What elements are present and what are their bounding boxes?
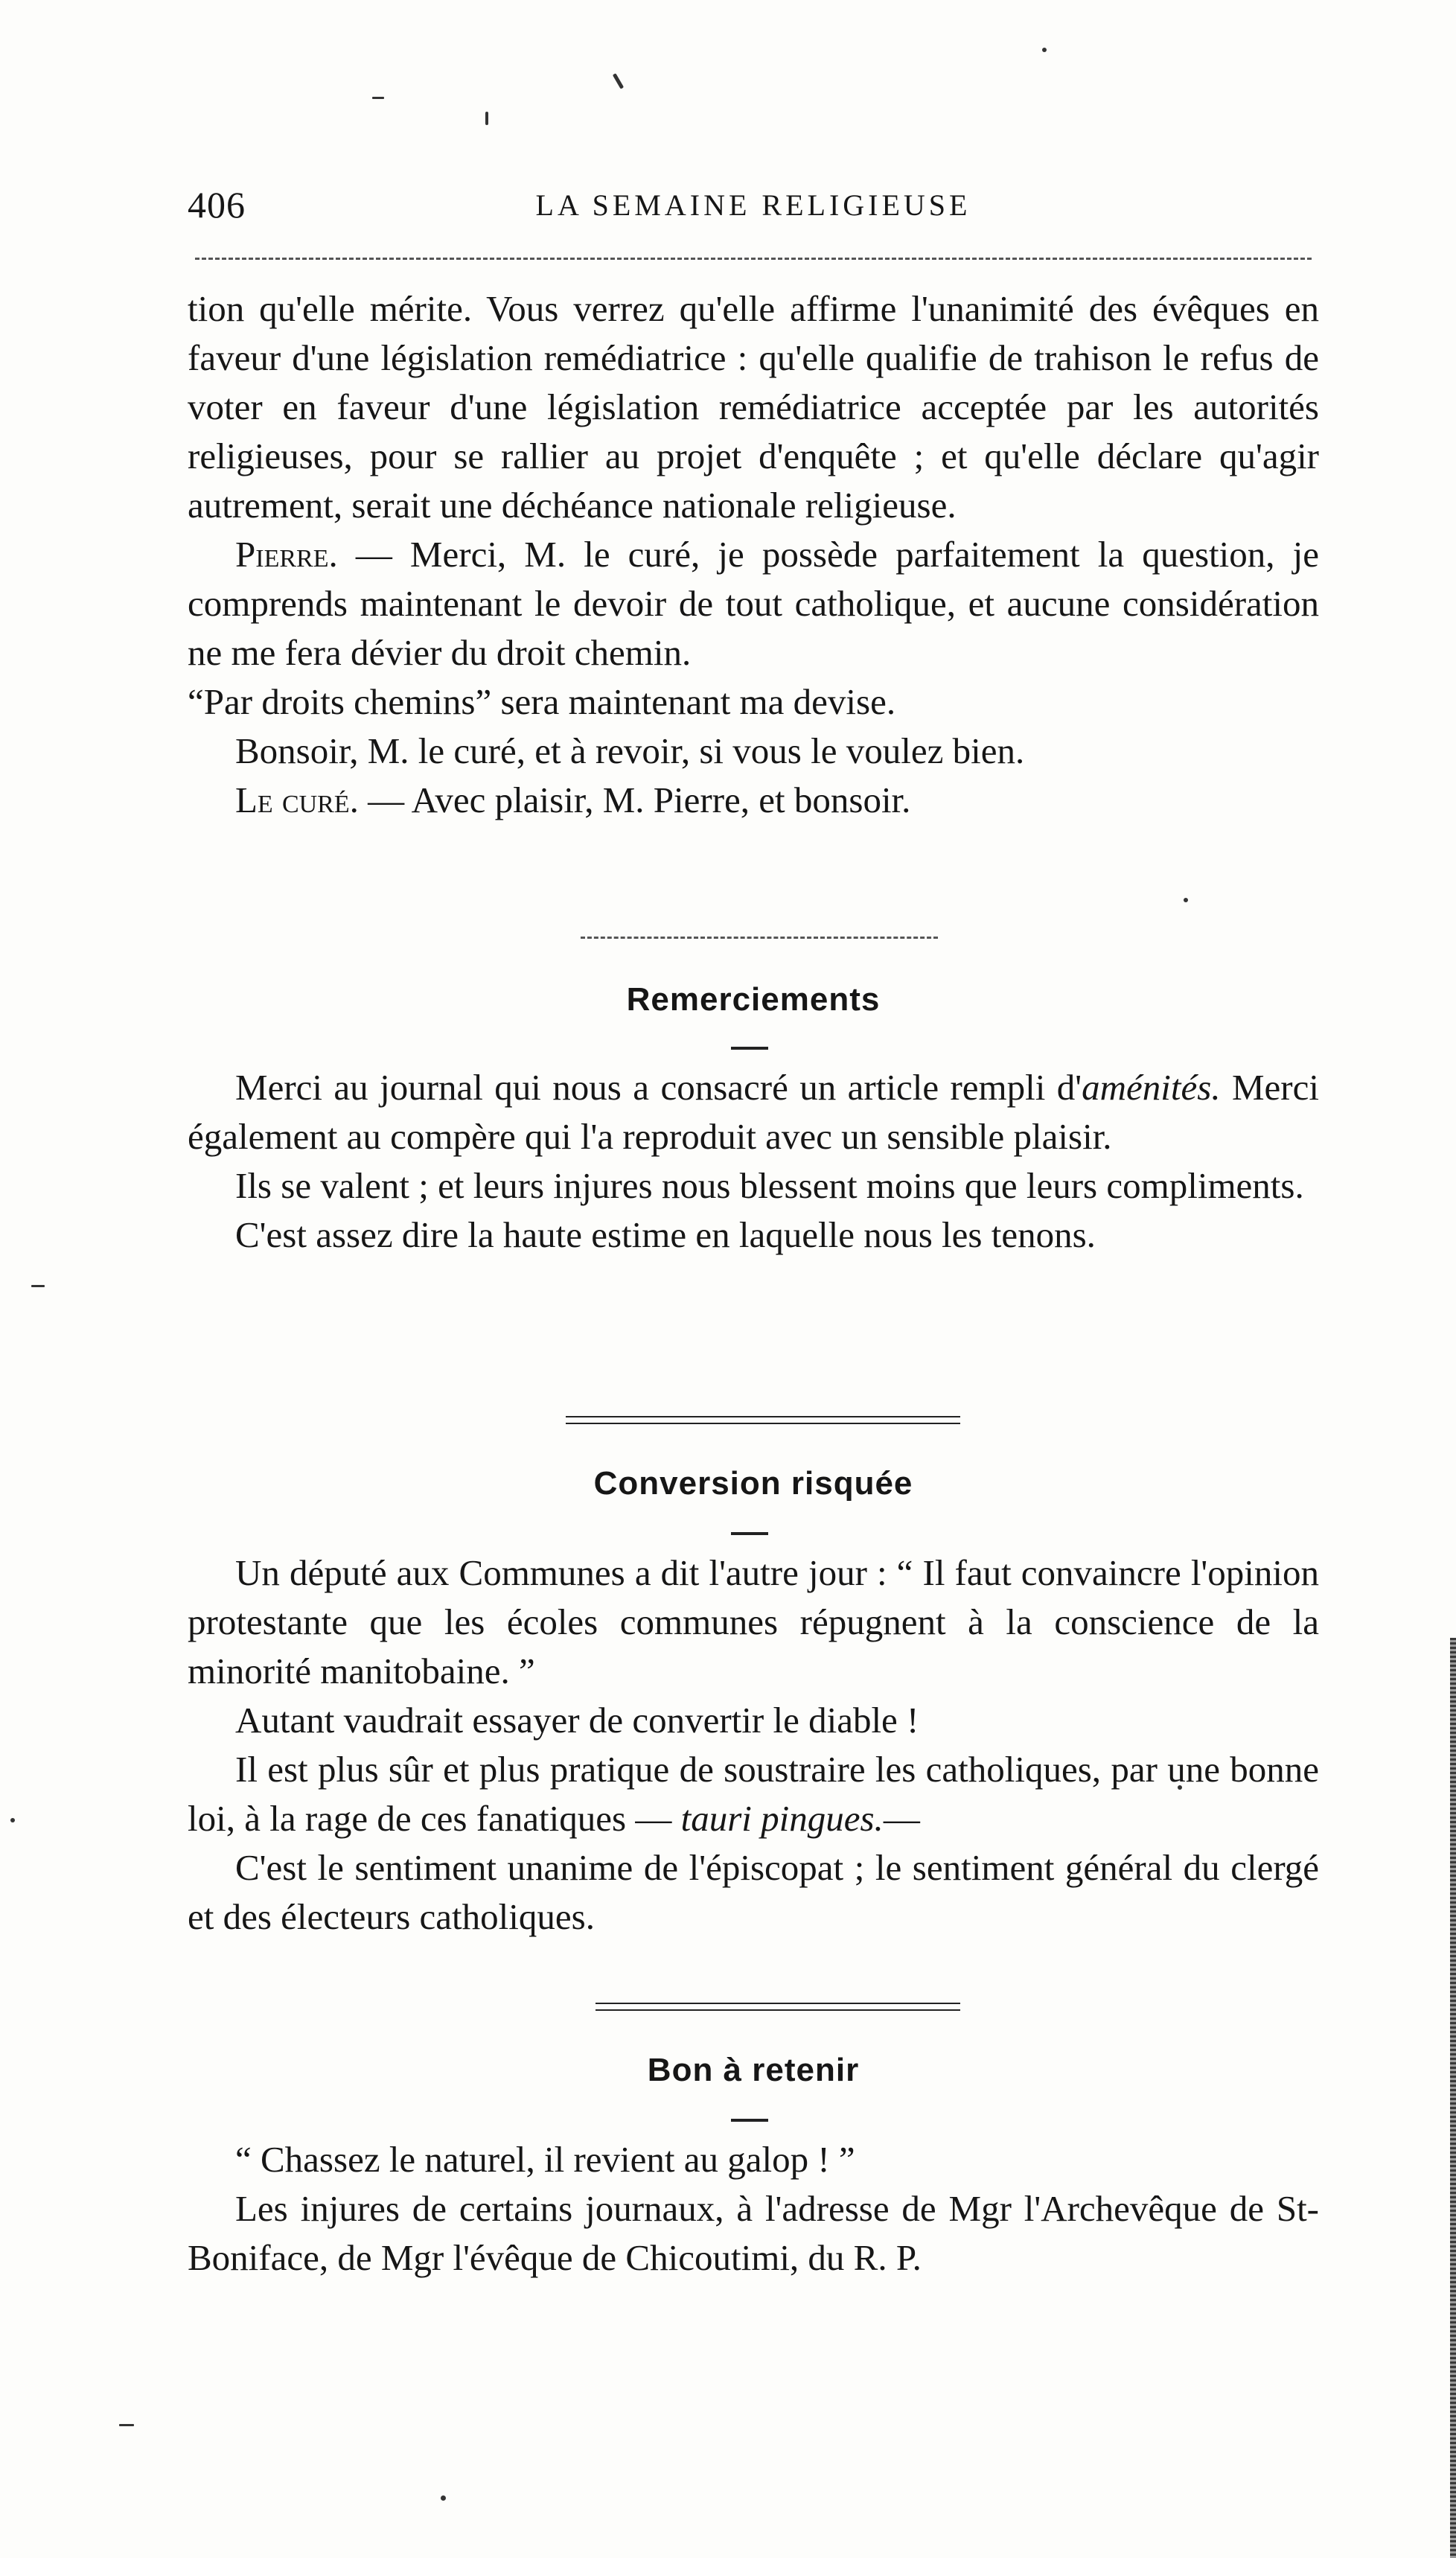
section-separator <box>596 2003 960 2011</box>
speaker-name: Le curé. <box>235 779 359 820</box>
header-rule <box>195 258 1312 260</box>
running-title: LA SEMAINE RELIGIEUSE <box>535 188 971 222</box>
title-dash <box>731 2119 768 2122</box>
paragraph-text: — Avec plaisir, M. Pierre, et bonsoir. <box>358 779 911 820</box>
scan-speck <box>613 73 624 89</box>
paragraph: “Par droits chemins” sera maintenant ma devise. <box>188 681 896 722</box>
paragraph-text: Merci également au compère qui l'a reproduit avec un sensible plaisir. <box>188 1067 1319 1157</box>
paragraph: Les injures de certains journaux, à l'adresse de Mgr l'Archevêque de St-Boniface, de Mgr l'évêque de Chicoutimi, du R. P. <box>188 2188 1319 2278</box>
scan-speck <box>485 112 488 125</box>
title-dash <box>731 1047 768 1050</box>
speaker-name: Pierre. <box>235 534 338 575</box>
scan-speck <box>372 97 384 99</box>
paragraph: Autant vaudrait essayer de convertir le diable ! <box>235 1700 919 1741</box>
scan-speck <box>1042 48 1047 52</box>
paragraph-text: Merci au journal qui nous a consacré un article rempli d' <box>235 1067 1082 1108</box>
paragraph: Ils se valent ; et leurs injures nous blessent moins que leurs compliments. <box>235 1165 1304 1206</box>
scan-edge <box>1450 1638 1456 2558</box>
paragraph: C'est assez dire la haute estime en laquelle nous les tenons. <box>235 1214 1096 1255</box>
paragraph <box>188 1745 1319 1843</box>
conversion-text <box>188 1548 1319 1942</box>
scan-speck <box>119 2424 134 2426</box>
paragraph: Un député aux Communes a dit l'autre jour : “ Il faut convaincre l'opinion protestante que les écoles communes répugnent à la conscience de la minorité manitobaine. ” <box>188 1552 1319 1691</box>
paragraph <box>188 776 1319 825</box>
paragraph <box>188 1063 1319 1161</box>
paragraph <box>188 530 1319 677</box>
paragraph: tion qu'elle mérite. Vous verrez qu'elle affirme l'unanimité des évêques en faveur d'une législation remédiatrice : qu'elle qualifie de trahison le refus de voter en faveur d'une législation remédiatrice acceptée par les autorités religieuses, pour se rallier au projet d'enquête ; et qu'elle déclare qu'agir autrement, serait une déchéance nationale religieuse. <box>188 288 1319 526</box>
scan-speck <box>10 1818 15 1822</box>
scan-speck <box>31 1285 45 1287</box>
paragraph-text: Il est plus sûr et plus pratique de soustraire les catholiques, par une bonne loi, à la rage de ces fanatiques — <box>188 1749 1319 1839</box>
section-title: Bon à retenir <box>647 2052 860 2088</box>
remerciements-text <box>188 1063 1319 1260</box>
paragraph: “ Chassez le naturel, il revient au galop ! ” <box>235 2139 855 2180</box>
italic-phrase: tauri pingues. <box>680 1798 884 1839</box>
paragraph-text: — <box>883 1798 920 1839</box>
title-dash <box>731 1532 768 1535</box>
page-header <box>188 183 1319 235</box>
continuation-text <box>188 284 1319 825</box>
section-separator <box>581 937 938 939</box>
paragraph: C'est le sentiment unanime de l'épiscopat ; le sentiment général du clergé et des électeurs catholiques. <box>188 1847 1319 1937</box>
scan-speck <box>441 2495 446 2501</box>
page-number: 406 <box>188 184 246 226</box>
italic-word: aménités. <box>1082 1067 1221 1108</box>
section-separator <box>566 1416 960 1424</box>
section-title: Remerciements <box>626 981 881 1018</box>
bon-a-retenir-text <box>188 2135 1319 2283</box>
section-title: Conversion risquée <box>593 1465 913 1502</box>
paragraph: Bonsoir, M. le curé, et à revoir, si vous le voulez bien. <box>235 730 1025 771</box>
paragraph-text: — Merci, M. le curé, je possède parfaitement la question, je comprends maintenant le devoir de tout catholique, et aucune considération ne me fera dévier du droit chemin. <box>188 534 1319 673</box>
scan-speck <box>1184 898 1188 902</box>
